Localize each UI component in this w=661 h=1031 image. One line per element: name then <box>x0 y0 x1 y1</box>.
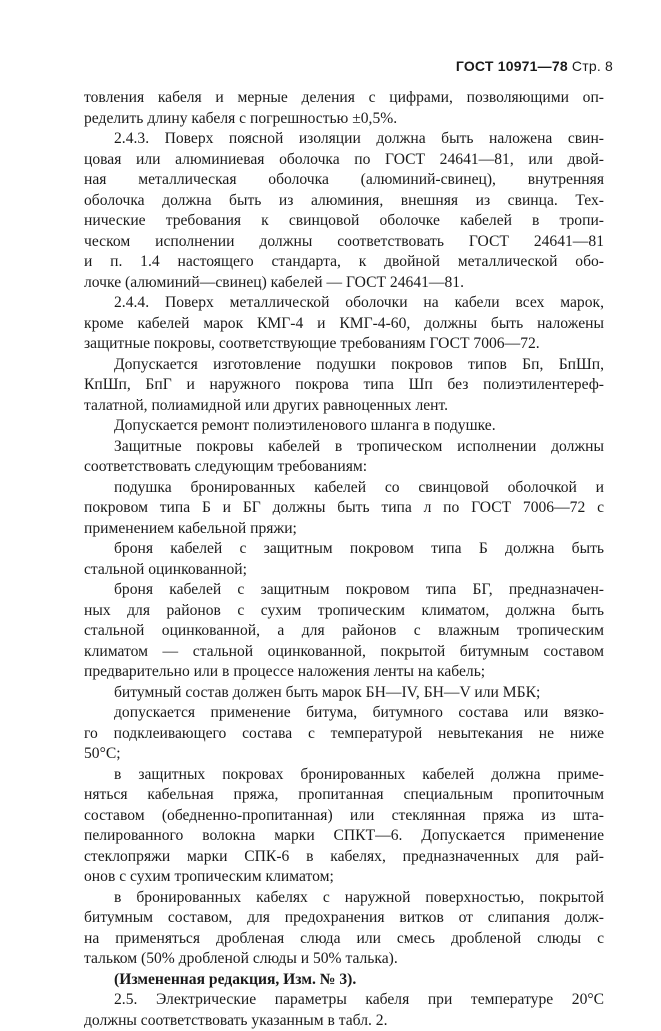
text-line: ределить длину кабеля с погрешностью ±0,5%. <box>84 109 604 130</box>
text-line: 2.5. Электрические параметры кабеля при температуре 20°С <box>84 990 604 1011</box>
text-line: КпШп, БпГ и наружного покрова типа Шп без полиэтилентереф- <box>84 375 604 396</box>
text-line: защитные покровы, соответствующие требованиям ГОСТ 7006—72. <box>84 334 604 355</box>
text-line: 50°С; <box>84 744 604 765</box>
text-line: талатной, полиамидной или других равноценных лент. <box>84 396 604 417</box>
text-line: Допускается ремонт полиэтиленового шланга в подушке. <box>84 416 604 437</box>
text-line: стеклопряжи марки СПК-6 в кабелях, предназначенных для рай- <box>84 847 604 868</box>
text-line: тальком (50% дробленой слюды и 50% талька). <box>84 949 604 970</box>
text-line: покровом типа Б и БГ должны быть типа л по ГОСТ 7006—72 с <box>84 498 604 519</box>
text-line: пелированного волокна марки СПКТ—6. Допускается применение <box>84 826 604 847</box>
text-line: составом (обедненно-пропитанная) или стеклянная пряжа из шта- <box>84 806 604 827</box>
text-line: допускается применение битума, битумного состава или вязко- <box>84 703 604 724</box>
text-line: предварительно или в процессе наложения ленты на кабель; <box>84 662 604 683</box>
text-line: товления кабеля и мерные деления с цифрами, позволяющими оп- <box>84 88 604 109</box>
text-line: ная металлическая оболочка (алюминий-свинец), внутренняя <box>84 170 604 191</box>
text-line: Допускается изготовление подушки покровов типов Бп, БпШп, <box>84 355 604 376</box>
text-line: соответствовать следующим требованиям: <box>84 457 604 478</box>
text-line: 2.4.4. Поверх металлической оболочки на кабели всех марок, <box>84 293 604 314</box>
text-line: броня кабелей с защитным покровом типа Б должна быть <box>84 539 604 560</box>
text-line: броня кабелей с защитным покровом типа БГ, предназначен- <box>84 580 604 601</box>
text-line: нические требования к свинцовой оболочке кабелей в тропи- <box>84 211 604 232</box>
text-line: битумный состав должен быть марок БН—IV, БН—V или МБК; <box>84 683 604 704</box>
text-line: и п. 1.4 настоящего стандарта, к двойной металлической обо- <box>84 252 604 273</box>
text-line: кроме кабелей марок КМГ-4 и КМГ-4-60, должны быть наложены <box>84 314 604 335</box>
text-line: лочке (алюминий—свинец) кабелей — ГОСТ 24641—81. <box>84 273 604 294</box>
text-line: няться кабельная пряжа, пропитанная специальным пропиточным <box>84 785 604 806</box>
text-line: битумным составом, для предохранения витков от слипания долж- <box>84 908 604 929</box>
text-line: ных для районов с сухим тропическим климатом, должна быть <box>84 601 604 622</box>
text-line: цовая или алюминиевая оболочка по ГОСТ 24641—81, или двой- <box>84 150 604 171</box>
body-text <box>84 88 604 1031</box>
text-line: оболочка должна быть из алюминия, внешняя из свинца. Тех- <box>84 191 604 212</box>
text-line: в защитных покровах бронированных кабелей должна приме- <box>84 765 604 786</box>
text-line: онов с сухим тропическим климатом; <box>84 867 604 888</box>
text-line: стальной оцинкованной, а для районов с влажным тропическим <box>84 621 604 642</box>
text-line: подушка бронированных кабелей со свинцовой оболочкой и <box>84 478 604 499</box>
text-line: 2.4.3. Поверх поясной изоляции должна быть наложена свин- <box>84 129 604 150</box>
text-line: должны соответствовать указанным в табл. 2. <box>84 1011 604 1031</box>
text-line: ческом исполнении должны соответствовать ГОСТ 24641—81 <box>84 232 604 253</box>
page-header <box>456 58 613 74</box>
text-line: на применяться дробленая слюда или смесь дробленой слюды с <box>84 929 604 950</box>
text-line: Защитные покровы кабелей в тропическом исполнении должны <box>84 437 604 458</box>
revision-note: (Измененная редакция, Изм. № 3). <box>84 970 604 991</box>
standard-number: ГОСТ 10971—78 <box>456 58 568 74</box>
text-line: го подклеивающего состава с температурой невытекания не ниже <box>84 724 604 745</box>
text-line: в бронированных кабелях с наружной поверхностью, покрытой <box>84 888 604 909</box>
text-line: стальной оцинкованной; <box>84 560 604 581</box>
text-line: применением кабельной пряжи; <box>84 519 604 540</box>
page-number: Стр. 8 <box>572 58 613 74</box>
text-line: климатом — стальной оцинкованной, покрытой битумным составом <box>84 642 604 663</box>
